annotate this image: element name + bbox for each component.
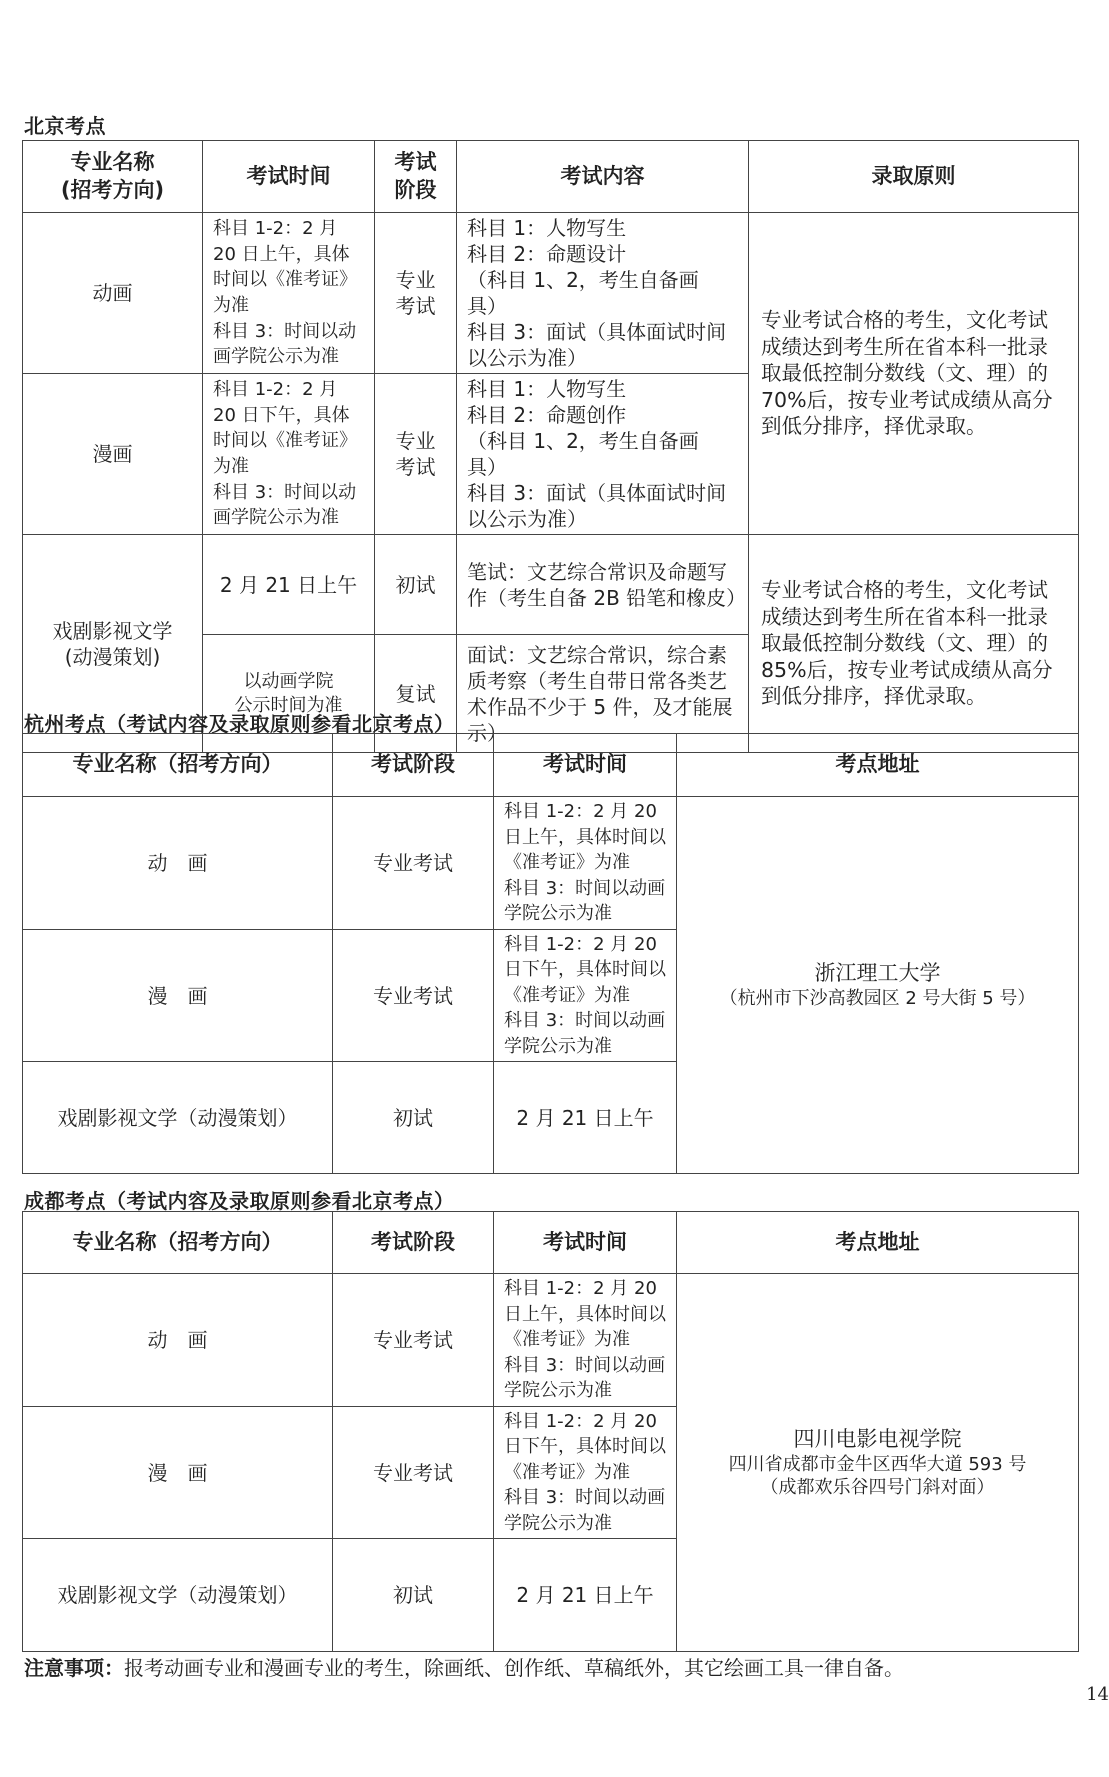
time-cell: 科目 1-2：2 月 20 日下午，具体时间以《准考证》为准 科目 3：时间以动画学院公示为准 — [203, 374, 375, 535]
time-cell: 科目 1-2：2 月 20 日上午，具体时间以《准考证》为准 科目 3：时间以动画学院公示为准 — [203, 213, 375, 374]
content-cell: 笔试：文艺综合常识及命题写作（考生自备 2B 铅笔和橡皮） — [457, 535, 749, 635]
admission-rule-cell: 专业考试合格的考生，文化考试成绩达到考生所在省本科一批录取最低控制分数线（文、理）的 85%后，按专业考试成绩从高分到低分排序，择优录取。 — [749, 535, 1079, 753]
note-text: 报考动画专业和漫画专业的考生，除画纸、创作纸、草稿纸外，其它绘画工具一律自备。 — [124, 1656, 904, 1680]
header-stage: 考试 阶段 — [375, 141, 457, 213]
header-time: 考试时间 — [494, 1212, 677, 1274]
venue-name: 四川电影电视学院 — [793, 1426, 962, 1451]
chengdu-table — [22, 1211, 1079, 1652]
header-stage: 考试阶段 — [333, 1212, 494, 1274]
stage-cell: 专业 考试 — [375, 374, 457, 535]
time-cell: 以动画学院 公示时间为准 — [203, 635, 375, 753]
chengdu-section-title: 成都考点（考试内容及录取原则参看北京考点） — [24, 1189, 455, 1213]
stage-cell: 专业考试 — [333, 797, 494, 930]
beijing-table — [22, 140, 1079, 753]
stage-cell: 专业考试 — [333, 1274, 494, 1407]
stage-cell: 复试 — [375, 635, 457, 753]
hangzhou-header-row — [23, 734, 1079, 797]
address-cell — [677, 1274, 1079, 1652]
time-cell: 2 月 21 日上午 — [203, 535, 375, 635]
beijing-section-title: 北京考点 — [24, 114, 106, 138]
table-row — [23, 1274, 1079, 1407]
stage-cell: 初试 — [333, 1539, 494, 1652]
header-major: 专业名称（招考方向） — [23, 1212, 333, 1274]
header-major: 专业名称 (招考方向) — [23, 141, 203, 213]
time-cell: 科目 1-2：2 月 20 日上午，具体时间以《准考证》为准 科目 3：时间以动画学院公示为准 — [494, 797, 677, 930]
major-cell: 戏剧影视文学 (动漫策划) — [23, 535, 203, 753]
time-cell: 2 月 21 日上午 — [494, 1062, 677, 1174]
time-cell: 科目 1-2：2 月 20 日下午，具体时间以《准考证》为准 科目 3：时间以动画学院公示为准 — [494, 929, 677, 1062]
admission-rule-cell: 专业考试合格的考生，文化考试成绩达到考生所在省本科一批录取最低控制分数线（文、理）的 70%后，按专业考试成绩从高分到低分排序，择优录取。 — [749, 213, 1079, 535]
major-cell: 戏剧影视文学（动漫策划） — [23, 1539, 333, 1652]
header-rule: 录取原则 — [749, 141, 1079, 213]
note-label: 注意事项： — [24, 1656, 124, 1680]
address-cell — [677, 797, 1079, 1174]
header-address: 考点地址 — [677, 1212, 1079, 1274]
time-cell: 科目 1-2：2 月 20 日下午，具体时间以《准考证》为准 科目 3：时间以动画学院公示为准 — [494, 1406, 677, 1539]
hangzhou-section-title: 杭州考点（考试内容及录取原则参看北京考点） — [24, 712, 455, 736]
beijing-header-row — [23, 141, 1079, 213]
hangzhou-table — [22, 733, 1079, 1174]
header-content: 考试内容 — [457, 141, 749, 213]
stage-cell: 初试 — [333, 1062, 494, 1174]
table-row — [23, 213, 1079, 374]
venue-address: 四川省成都市金牛区西华大道 593 号 — [728, 1453, 1027, 1475]
major-cell: 漫画 — [23, 374, 203, 535]
header-stage: 考试阶段 — [333, 734, 494, 797]
note — [24, 1652, 1084, 1681]
major-cell: 漫 画 — [23, 1406, 333, 1539]
header-address: 考点地址 — [677, 734, 1079, 797]
stage-cell: 专业考试 — [333, 929, 494, 1062]
stage-cell: 专业考试 — [333, 1406, 494, 1539]
chengdu-header-row — [23, 1212, 1079, 1274]
content-cell: 科目 1：人物写生 科目 2：命题设计 （科目 1、2，考生自备画具） 科目 3：面试（具体面试时间以公示为准） — [457, 213, 749, 374]
stage-cell: 初试 — [375, 535, 457, 635]
major-cell: 戏剧影视文学（动漫策划） — [23, 1062, 333, 1174]
venue-address: （杭州市下沙高教园区 2 号大街 5 号） — [719, 988, 1036, 1010]
page-number: 14 — [1086, 1684, 1109, 1705]
major-cell: 动画 — [23, 213, 203, 374]
major-cell: 动 画 — [23, 797, 333, 930]
venue-name: 浙江理工大学 — [814, 960, 941, 985]
header-time: 考试时间 — [494, 734, 677, 797]
content-cell: 面试：文艺综合常识，综合素质考察（考生自带日常各类艺术作品不少于 5 件，及才能展示） — [457, 635, 749, 753]
table-row — [23, 535, 1079, 635]
content-cell: 科目 1：人物写生 科目 2：命题创作 （科目 1、2，考生自备画具） 科目 3：面试（具体面试时间以公示为准） — [457, 374, 749, 535]
venue-landmark: （成都欢乐谷四号门斜对面） — [760, 1477, 995, 1499]
header-major: 专业名称（招考方向） — [23, 734, 333, 797]
major-cell: 动 画 — [23, 1274, 333, 1407]
stage-cell: 专业 考试 — [375, 213, 457, 374]
time-cell: 科目 1-2：2 月 20 日上午，具体时间以《准考证》为准 科目 3：时间以动画学院公示为准 — [494, 1274, 677, 1407]
major-cell: 漫 画 — [23, 929, 333, 1062]
table-row — [23, 797, 1079, 930]
time-cell: 2 月 21 日上午 — [494, 1539, 677, 1652]
header-time: 考试时间 — [203, 141, 375, 213]
